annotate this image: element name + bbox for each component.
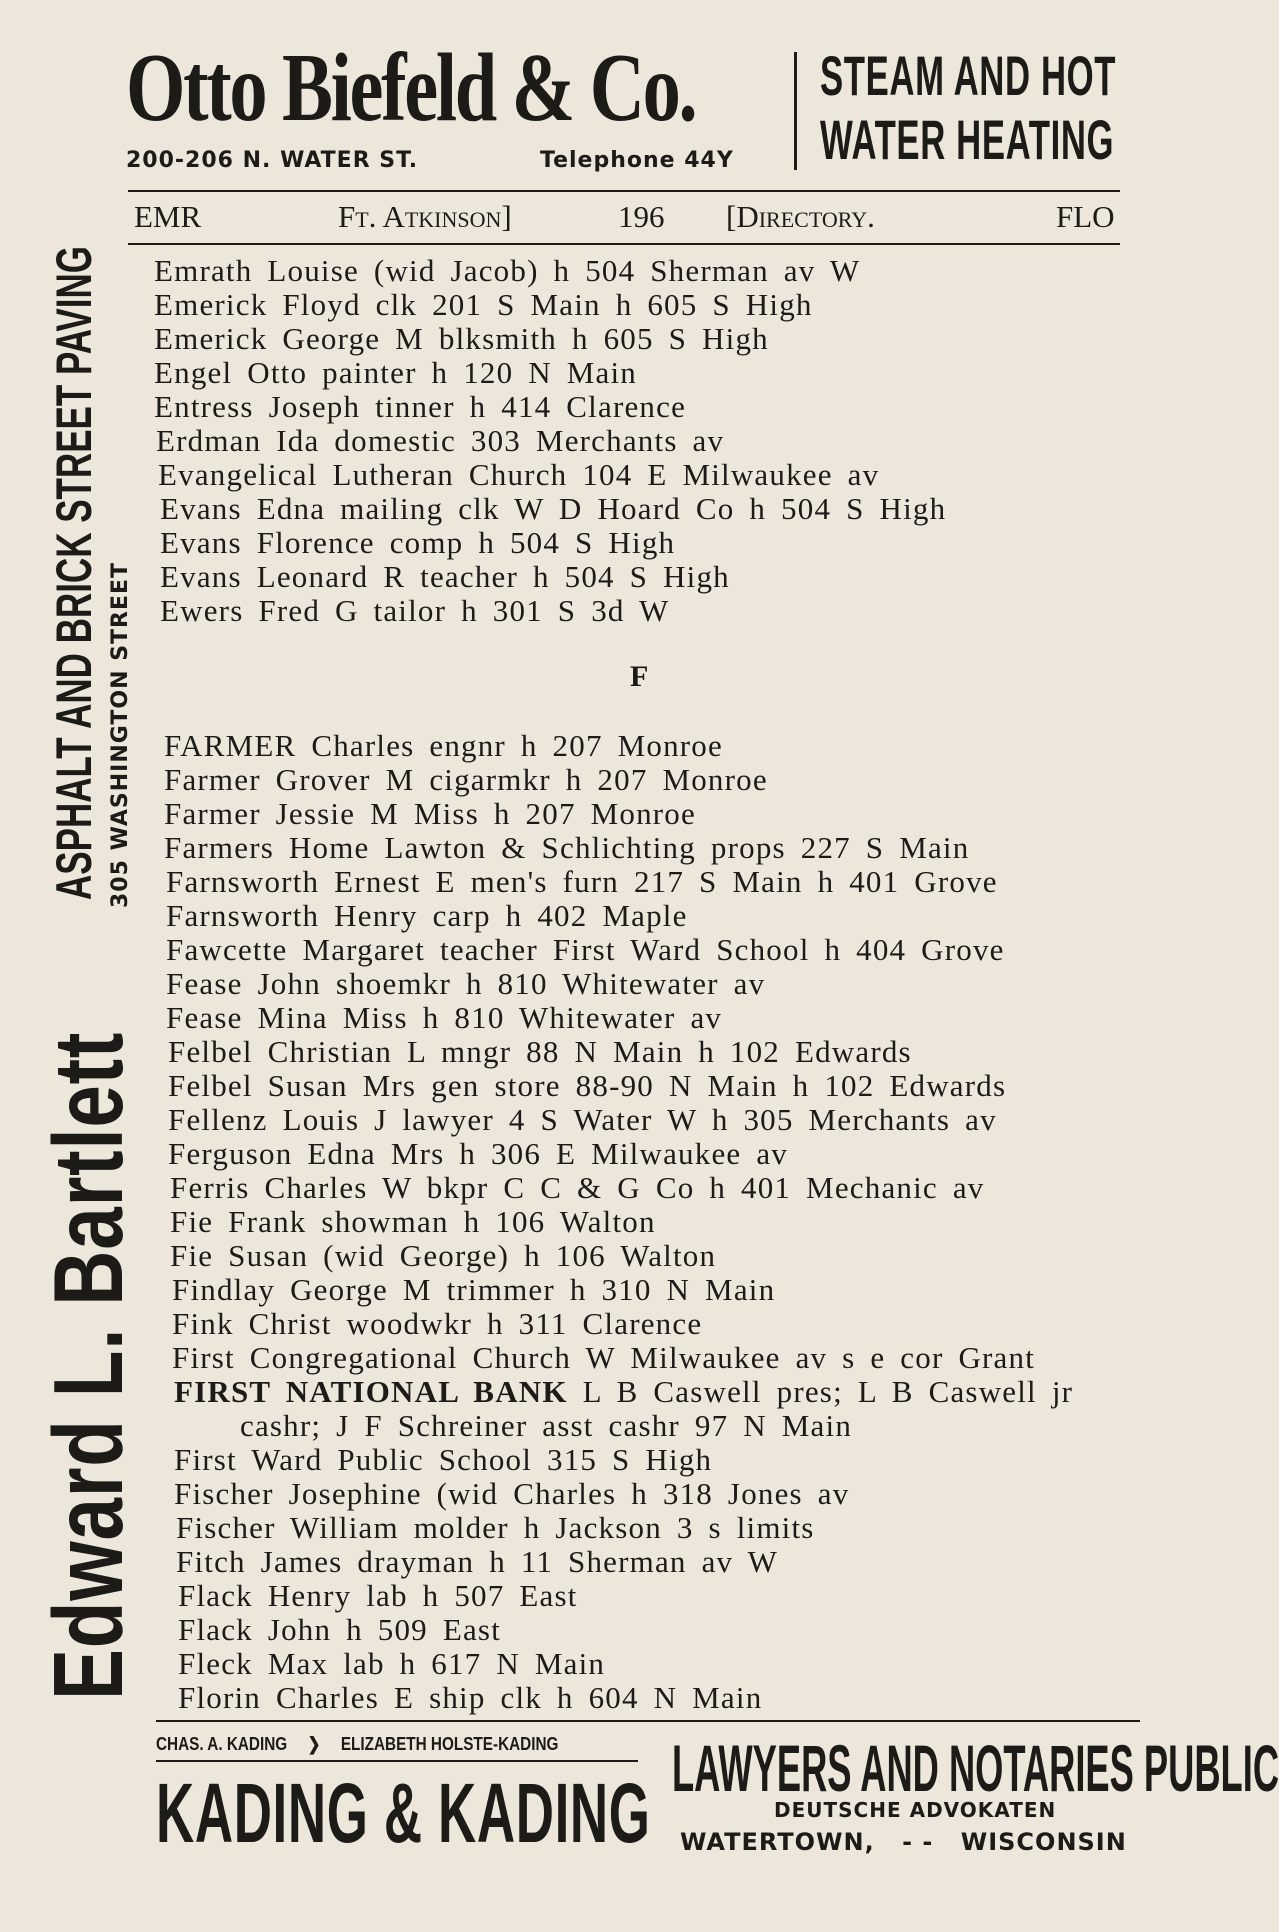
bank-officers: L B Caswell pres; L B Caswell jr bbox=[582, 1374, 1074, 1409]
place-name: Ft. Atkinson] bbox=[338, 199, 512, 234]
right-key: FLO bbox=[1056, 199, 1115, 234]
directory-entry: Ewers Fred G tailor h 301 S 3d W bbox=[160, 593, 670, 628]
directory-entry: Fie Frank showman h 106 Walton bbox=[170, 1204, 656, 1239]
directory-entry: Farnsworth Henry carp h 402 Maple bbox=[166, 898, 688, 933]
directory-entry: Florin Charles E ship clk h 604 N Main bbox=[178, 1680, 763, 1715]
directory-entry: Fleck Max lab h 617 N Main bbox=[178, 1646, 606, 1681]
directory-entry: Ferguson Edna Mrs h 306 E Milwaukee av bbox=[168, 1136, 788, 1171]
directory-entry: Fie Susan (wid George) h 106 Walton bbox=[170, 1238, 717, 1273]
service-line-2: WATER HEATING bbox=[820, 108, 1115, 171]
section-letter: F bbox=[630, 660, 649, 693]
running-head bbox=[134, 200, 1134, 234]
directory-entry: First Congregational Church W Milwaukee av s e cor Grant bbox=[172, 1340, 1036, 1375]
firm-language: DEUTSCHE ADVOKATEN bbox=[774, 1798, 1057, 1822]
advertiser-address: 200-206 N. WATER ST. bbox=[126, 148, 419, 173]
directory-entry: Fitch James drayman h 11 Sherman av W bbox=[176, 1544, 779, 1579]
directory-entry: FARMER Charles engnr h 207 Monroe bbox=[164, 728, 723, 763]
header-rule-top bbox=[128, 190, 1120, 192]
directory-entry: Farmer Jessie M Miss h 207 Monroe bbox=[164, 796, 696, 831]
directory-entry: Fischer William molder h Jackson 3 s limits bbox=[176, 1510, 815, 1545]
directory-entry: Engel Otto painter h 120 N Main bbox=[154, 355, 638, 390]
firm-city: WATERTOWN, bbox=[680, 1828, 875, 1856]
firm-name-rule bbox=[156, 1760, 638, 1762]
top-advertisement bbox=[120, 34, 1120, 188]
directory-entry: Flack John h 509 East bbox=[178, 1612, 502, 1647]
directory-entry: Fease Mina Miss h 810 Whitewater av bbox=[166, 1000, 723, 1035]
bank-name: FIRST NATIONAL BANK bbox=[174, 1374, 568, 1409]
directory-entry: Felbel Susan Mrs gen store 88-90 N Main h 102 Edwards bbox=[168, 1068, 1007, 1103]
directory-entry: Fink Christ woodwkr h 311 Clarence bbox=[172, 1306, 703, 1341]
directory-entry: Fease John shoemkr h 810 Whitewater av bbox=[166, 966, 766, 1001]
directory-entry: Farmers Home Lawton & Schlichting props 227 S Main bbox=[164, 830, 970, 865]
directory-entry: Emerick Floyd clk 201 S Main h 605 S High bbox=[154, 287, 813, 322]
advert-divider bbox=[794, 52, 797, 170]
directory-entry: Fischer Josephine (wid Charles h 318 Jones av bbox=[174, 1476, 850, 1511]
header-rule-bottom bbox=[128, 243, 1120, 245]
directory-entry: Evans Leonard R teacher h 504 S High bbox=[160, 559, 730, 594]
directory-entry: Findlay George M trimmer h 310 N Main bbox=[172, 1272, 776, 1307]
section-name: [Directory. bbox=[726, 199, 875, 234]
partner-names bbox=[156, 1734, 558, 1755]
firm-state: WISCONSIN bbox=[960, 1828, 1127, 1856]
directory-entry: Emerick George M blksmith h 605 S High bbox=[154, 321, 769, 356]
directory-entry: Ferris Charles W bkpr C C & G Co h 401 Mechanic av bbox=[170, 1170, 985, 1205]
side-advertiser-address: 305 WASHINGTON STREET bbox=[108, 561, 133, 908]
directory-entry: Evangelical Lutheran Church 104 E Milwaukee av bbox=[158, 457, 880, 492]
firm-profession: LAWYERS AND NOTARIES PUBLIC bbox=[672, 1731, 1279, 1805]
advertiser-name: Otto Biefeld & Co. bbox=[126, 34, 696, 142]
directory-entry: Evans Florence comp h 504 S High bbox=[160, 525, 676, 560]
partner-separator-icon: ❯ bbox=[307, 1734, 321, 1754]
bank-entry-continuation: cashr; J F Schreiner asst cashr 97 N Main bbox=[240, 1408, 853, 1443]
directory-entry: Emrath Louise (wid Jacob) h 504 Sherman av W bbox=[154, 253, 861, 288]
side-advertiser-name: Edward L. Bartlett bbox=[33, 1031, 143, 1700]
directory-entry: First Ward Public School 315 S High bbox=[174, 1442, 713, 1477]
directory-entry: Farmer Grover M cigarmkr h 207 Monroe bbox=[164, 762, 768, 797]
side-advertiser-business: ASPHALT AND BRICK STREET PAVING bbox=[46, 246, 102, 900]
directory-entry: Flack Henry lab h 507 East bbox=[178, 1578, 578, 1613]
bank-entry bbox=[174, 1375, 1073, 1409]
partner-1: CHAS. A. KADING bbox=[156, 1734, 288, 1754]
firm-name: KADING & KADING bbox=[156, 1766, 651, 1860]
directory-entry: Felbel Christian L mngr 88 N Main h 102 Edwards bbox=[168, 1034, 912, 1069]
page-number: 196 bbox=[618, 199, 665, 234]
directory-entry: Fawcette Margaret teacher First Ward School h 404 Grove bbox=[166, 932, 1005, 967]
location-separator: - - bbox=[902, 1828, 934, 1856]
firm-location bbox=[680, 1828, 1127, 1856]
partner-2: ELIZABETH HOLSTE-KADING bbox=[340, 1734, 559, 1754]
footer-rule bbox=[156, 1720, 1140, 1722]
advertiser-telephone: Telephone 44Y bbox=[540, 148, 734, 173]
directory-entry: Evans Edna mailing clk W D Hoard Co h 504 S High bbox=[160, 491, 947, 526]
directory-entry: Farnsworth Ernest E men's furn 217 S Main h 401 Grove bbox=[166, 864, 998, 899]
left-key: EMR bbox=[134, 199, 202, 234]
directory-entry: Fellenz Louis J lawyer 4 S Water W h 305 Merchants av bbox=[168, 1102, 997, 1137]
directory-entry: Erdman Ida domestic 303 Merchants av bbox=[156, 423, 725, 458]
directory-entry: Entress Joseph tinner h 414 Clarence bbox=[154, 389, 687, 424]
service-line-1: STEAM AND HOT bbox=[820, 44, 1117, 107]
